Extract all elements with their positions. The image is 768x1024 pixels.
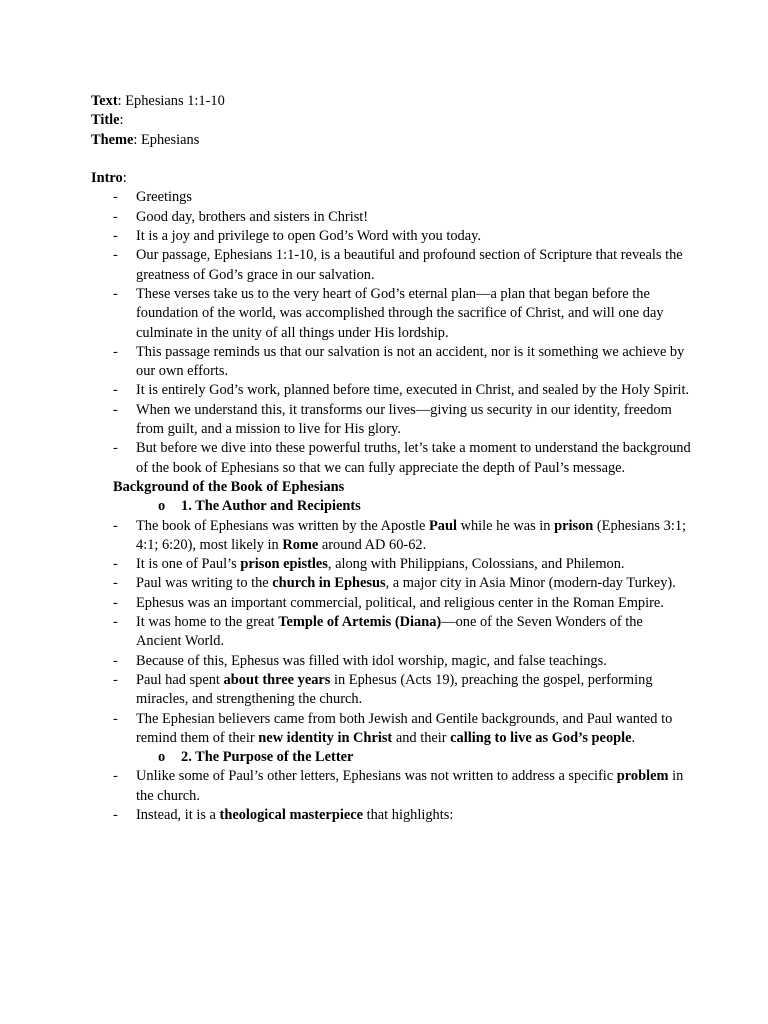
author-bullet: [91, 555, 691, 574]
intro-bullet-text: But before we dive into these powerful truths, let’s take a moment to understand the background of the book of Ephesians so that we can fully appreciate the depth of Paul’s message.: [136, 440, 691, 476]
dash-marker: -: [113, 614, 118, 631]
text-value: Ephesians 1:1-10: [121, 93, 225, 109]
dash-marker: -: [113, 556, 118, 573]
bold-term: prison: [554, 517, 594, 534]
bold-term: calling to live as God’s people: [450, 729, 632, 746]
intro-bullet-text: This passage reminds us that our salvation is not an accident, nor is it something we achieve by our own efforts.: [136, 343, 685, 380]
dash-marker: -: [113, 710, 118, 727]
bullet-text: and their: [392, 729, 451, 746]
author-list: [91, 517, 691, 749]
text-line: Text: Ephesians 1:1-10: [91, 93, 225, 109]
intro-bullet-text: These verses take us to the very heart of God’s eternal plan—a plan that began before the foundation of the world, was accomplished through the sacrifice of Christ, and will one day culminate in the unity of all things under His lordship.: [136, 285, 664, 341]
author-bullet: [91, 671, 691, 710]
intro-bullet: [91, 343, 691, 382]
dash-marker: -: [113, 671, 118, 688]
theme-label: Theme: [91, 131, 134, 148]
bullet-text: It was home to the great: [136, 614, 279, 631]
intro-list: [91, 188, 691, 477]
dash-marker: -: [113, 440, 118, 457]
author-bullet: [91, 710, 691, 749]
intro-bullet: [91, 381, 691, 400]
purpose-bullet: [91, 767, 691, 806]
bullet-text: (Ephesians 3:1; 4:1; 6:20), most likely in: [136, 517, 687, 553]
bold-term: new identity in Christ: [258, 729, 393, 746]
author-bullet: [91, 574, 691, 593]
bullet-text: in Ephesus (Acts 19), preaching the gospel, performing miracles, and strengthening the church.: [136, 671, 653, 708]
intro-bullet-text: When we understand this, it transforms our lives—giving us security in our identity, freedom from guilt, and a mission to live for His glory.: [136, 401, 672, 438]
bold-term: problem: [616, 768, 669, 785]
bullet-text: The book of Ephesians was written by the Apostle: [136, 517, 429, 534]
dash-marker: -: [113, 575, 118, 592]
intro-bullet: [91, 401, 691, 440]
section-heading-purpose: [91, 748, 691, 767]
purpose-list: [91, 767, 691, 825]
dash-marker: -: [113, 247, 118, 264]
circle-bullet-icon: o: [158, 749, 166, 766]
intro-bullet-text: It is entirely God’s work, planned before time, executed in Christ, and sealed by the Holy Spirit.: [136, 382, 690, 399]
bold-term: theological masterpiece: [219, 806, 363, 823]
intro-label: Intro: [91, 170, 123, 187]
section-heading-author: [91, 497, 691, 516]
dash-marker: -: [113, 652, 118, 669]
intro-bullet: [91, 227, 691, 246]
bold-term: Paul: [428, 517, 457, 534]
intro-bullet: [91, 208, 691, 227]
purpose-bullet: [91, 806, 691, 825]
author-bullet: [91, 594, 691, 613]
theme-value: Ephesians: [137, 131, 200, 148]
bullet-text: Unlike some of Paul’s other letters, Ephesians was not written to address a specific: [136, 768, 617, 785]
dash-marker: -: [113, 594, 118, 611]
section-title: 1. The Author and Recipients: [181, 498, 361, 515]
blank-line: [91, 150, 691, 169]
author-bullet: [91, 613, 691, 652]
intro-heading: Intro:: [91, 170, 127, 187]
section-title: 2. The Purpose of the Letter: [181, 749, 354, 766]
bullet-text: in the church.: [136, 768, 684, 804]
intro-bullet: [91, 439, 691, 478]
bullet-text: , along with Philippians, Colossians, and Philemon.: [327, 556, 625, 573]
dash-marker: -: [113, 768, 118, 785]
bullet-text: Because of this, Ephesus was filled with idol worship, magic, and false teachings.: [136, 652, 607, 669]
bullet-text: .: [631, 729, 636, 746]
document-page: [91, 92, 691, 825]
dash-marker: -: [113, 401, 118, 418]
bullet-text: The Ephesian believers came from both Jewish and Gentile backgrounds, and Paul wanted to remind them of their: [136, 710, 673, 746]
intro-bullet-text: Good day, brothers and sisters in Christ!: [136, 208, 369, 225]
intro-bullet-text: Our passage, Ephesians 1:1-10, is a beautiful and profound section of Scripture that reveals the greatness of God’s grace in our salvation.: [136, 247, 683, 283]
bold-term: Temple of Artemis (Diana): [278, 614, 442, 631]
dash-marker: -: [113, 208, 118, 225]
bullet-text: that highlights:: [363, 806, 454, 823]
circle-bullet-icon: o: [158, 498, 166, 515]
dash-marker: -: [113, 189, 118, 206]
intro-bullet-text: Greetings: [136, 189, 192, 206]
author-bullet: [91, 517, 691, 556]
bullet-text: Paul was writing to the: [136, 575, 273, 592]
title-line: Title:: [91, 112, 124, 129]
dash-marker: -: [113, 806, 118, 823]
title-label: Title: [91, 112, 120, 129]
bold-term: about three years: [223, 671, 331, 688]
bullet-text: It is one of Paul’s: [136, 556, 241, 573]
intro-bullet: [91, 188, 691, 207]
bold-term: church in Ephesus: [272, 575, 386, 592]
bullet-text: around AD 60-62.: [318, 536, 427, 553]
text-label: Text: [91, 93, 118, 109]
author-bullet: [91, 652, 691, 671]
dash-marker: -: [113, 517, 118, 534]
background-heading: Background of the Book of Ephesians: [113, 478, 345, 495]
bold-term: prison epistles: [240, 556, 328, 573]
intro-bullet: [91, 246, 691, 285]
intro-bullet: [91, 285, 691, 343]
bullet-text: , a major city in Asia Minor (modern-day Turkey).: [385, 575, 676, 592]
dash-marker: -: [113, 343, 118, 360]
intro-bullet-text: It is a joy and privilege to open God’s Word with you today.: [136, 228, 481, 245]
bullet-text: while he was in: [456, 517, 555, 534]
bullet-text: Paul had spent: [136, 671, 224, 688]
bold-term: Rome: [282, 536, 319, 553]
theme-line: Theme: Ephesians: [91, 131, 200, 148]
dash-marker: -: [113, 382, 118, 399]
dash-marker: -: [113, 228, 118, 245]
bullet-text: Ephesus was an important commercial, political, and religious center in the Roman Empire.: [136, 594, 664, 611]
bullet-text: Instead, it is a: [136, 806, 220, 823]
bullet-text: —one of the Seven Wonders of the Ancient World.: [136, 614, 643, 650]
dash-marker: -: [113, 285, 118, 302]
